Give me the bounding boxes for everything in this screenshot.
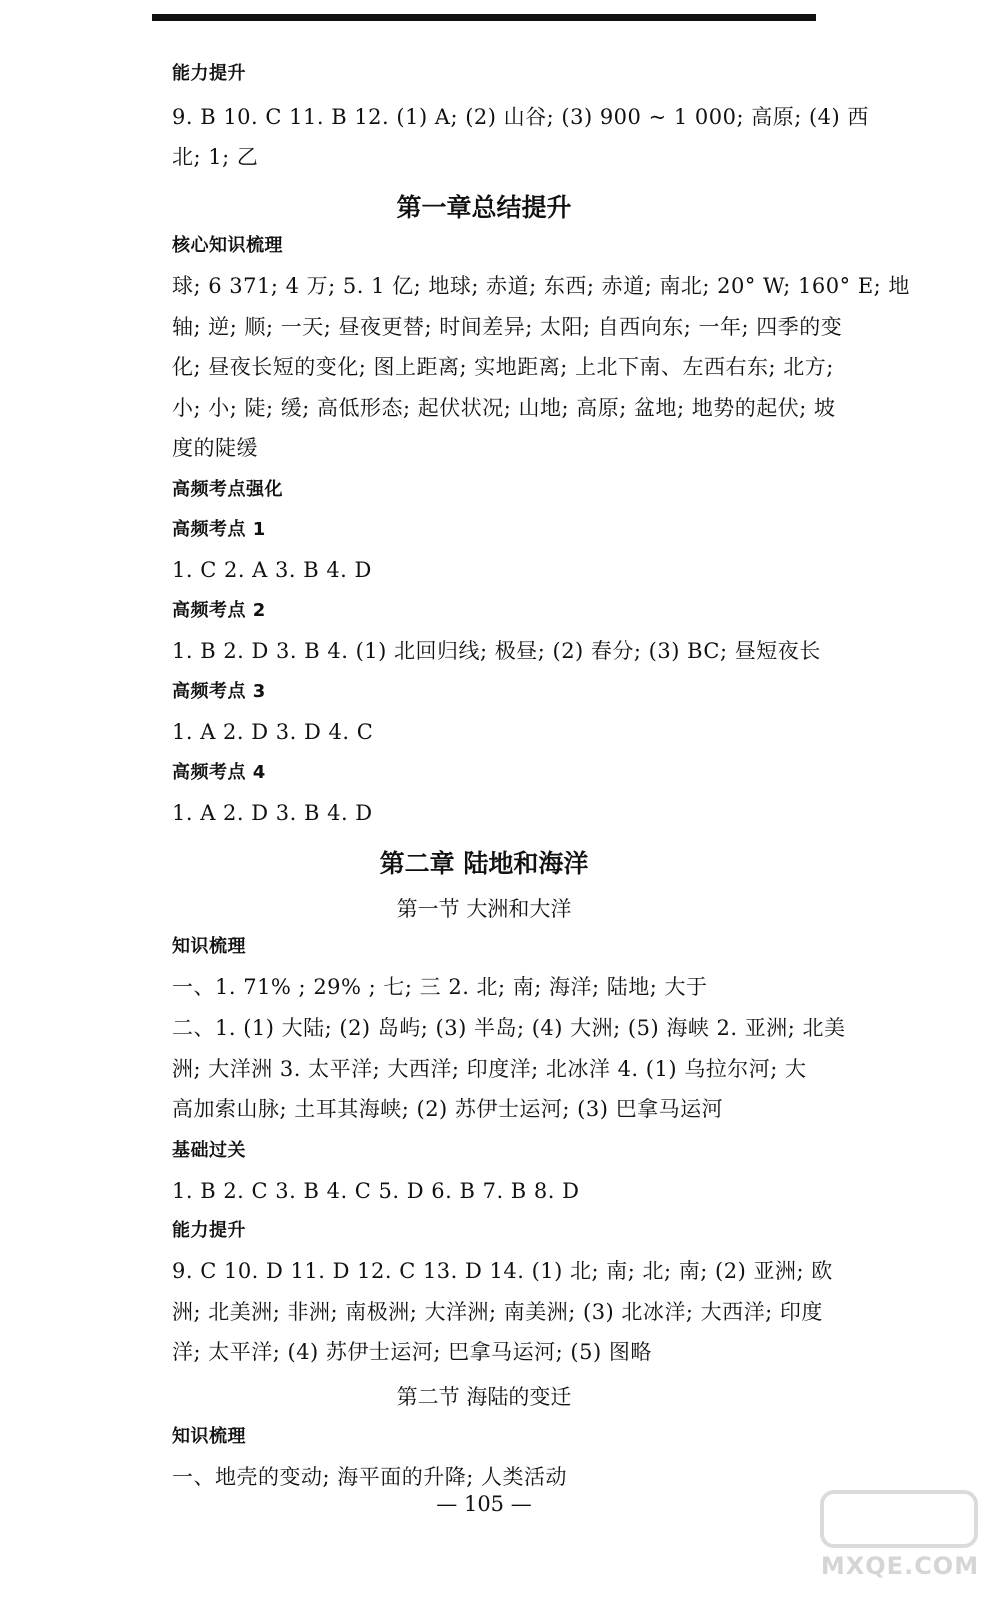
subheading-knowledge: 知识梳理 bbox=[172, 1426, 246, 1447]
subheading-knowledge: 知识梳理 bbox=[172, 936, 246, 957]
answer-line: 高加索山脉; 土耳其海峡; (2) 苏伊士运河; (3) 巴拿马运河 bbox=[172, 1097, 724, 1121]
subheading-hf3: 高频考点 3 bbox=[172, 681, 266, 702]
answer-line: 1. B 2. C 3. B 4. C 5. D 6. B 7. B 8. D bbox=[172, 1179, 580, 1203]
answer-line: 9. B 10. C 11. B 12. (1) A; (2) 山谷; (3) 900 ~ 1 000; 高原; (4) 西 bbox=[172, 105, 869, 129]
answer-line: 小; 小; 陡; 缓; 高低形态; 起伏状况; 山地; 高原; 盆地; 地势的起伏; 坡 bbox=[172, 396, 836, 420]
subheading-hf4: 高频考点 4 bbox=[172, 762, 266, 783]
answer-line: 洲; 北美洲; 非洲; 南极洲; 大洋洲; 南美洲; (3) 北冰洋; 大西洋; 印度 bbox=[172, 1300, 823, 1324]
subheading-hf: 高频考点强化 bbox=[172, 479, 283, 500]
chapter-summary-heading: 第一章总结提升 bbox=[396, 193, 572, 222]
subheading-hf1: 高频考点 1 bbox=[172, 519, 266, 540]
subheading-ability: 能力提升 bbox=[172, 1220, 246, 1241]
answer-line: 1. B 2. D 3. B 4. (1) 北回归线; 极昼; (2) 春分; (3) BC; 昼短夜长 bbox=[172, 639, 821, 663]
answer-line: 轴; 逆; 顺; 一天; 昼夜更替; 时间差异; 太阳; 自西向东; 一年; 四季的变 bbox=[172, 315, 843, 339]
answer-line: 二、1. (1) 大陆; (2) 岛屿; (3) 半岛; (4) 大洲; (5) 海峡 2. 亚洲; 北美 bbox=[172, 1016, 846, 1040]
top-rule bbox=[152, 14, 816, 21]
answer-line: 洲; 大洋洲 3. 太平洋; 大西洋; 印度洋; 北冰洋 4. (1) 乌拉尔河; 大 bbox=[172, 1057, 807, 1081]
subheading-basic: 基础过关 bbox=[172, 1140, 246, 1161]
answer-line: 一、1. 71% ; 29% ; 七; 三 2. 北; 南; 海洋; 陆地; 大于 bbox=[172, 975, 708, 999]
answer-line: 球; 6 371; 4 万; 5. 1 亿; 地球; 赤道; 东西; 赤道; 南北; 20° W; 160° E; 地 bbox=[172, 274, 910, 298]
subheading-core: 核心知识梳理 bbox=[172, 235, 283, 256]
watermark-badge-icon bbox=[820, 1490, 978, 1548]
answer-line: 度的陡缓 bbox=[172, 436, 258, 460]
answer-line: 1. A 2. D 3. B 4. D bbox=[172, 801, 373, 825]
answer-line: 1. C 2. A 3. B 4. D bbox=[172, 558, 372, 582]
answer-line: 9. C 10. D 11. D 12. C 13. D 14. (1) 北; 南; 北; 南; (2) 亚洲; 欧 bbox=[172, 1259, 833, 1283]
answer-line: 化; 昼夜长短的变化; 图上距离; 实地距离; 上北下南、左西右东; 北方; bbox=[172, 355, 834, 379]
answer-line: 1. A 2. D 3. D 4. C bbox=[172, 720, 374, 744]
subheading-hf2: 高频考点 2 bbox=[172, 600, 266, 621]
section-2-heading: 第二节 海陆的变迁 bbox=[396, 1385, 572, 1409]
subheading-ability: 能力提升 bbox=[172, 63, 246, 84]
watermark bbox=[820, 1490, 980, 1590]
answer-line: 洋; 太平洋; (4) 苏伊士运河; 巴拿马运河; (5) 图略 bbox=[172, 1340, 652, 1364]
answer-line: 北; 1; 乙 bbox=[172, 145, 259, 169]
section-1-heading: 第一节 大洲和大洋 bbox=[396, 897, 572, 921]
answer-line: 一、地壳的变动; 海平面的升降; 人类活动 bbox=[172, 1465, 567, 1489]
page-number: — 105 — bbox=[436, 1492, 532, 1516]
watermark-site: MXQE.COM bbox=[820, 1552, 980, 1580]
chapter-2-heading: 第二章 陆地和海洋 bbox=[379, 849, 589, 878]
